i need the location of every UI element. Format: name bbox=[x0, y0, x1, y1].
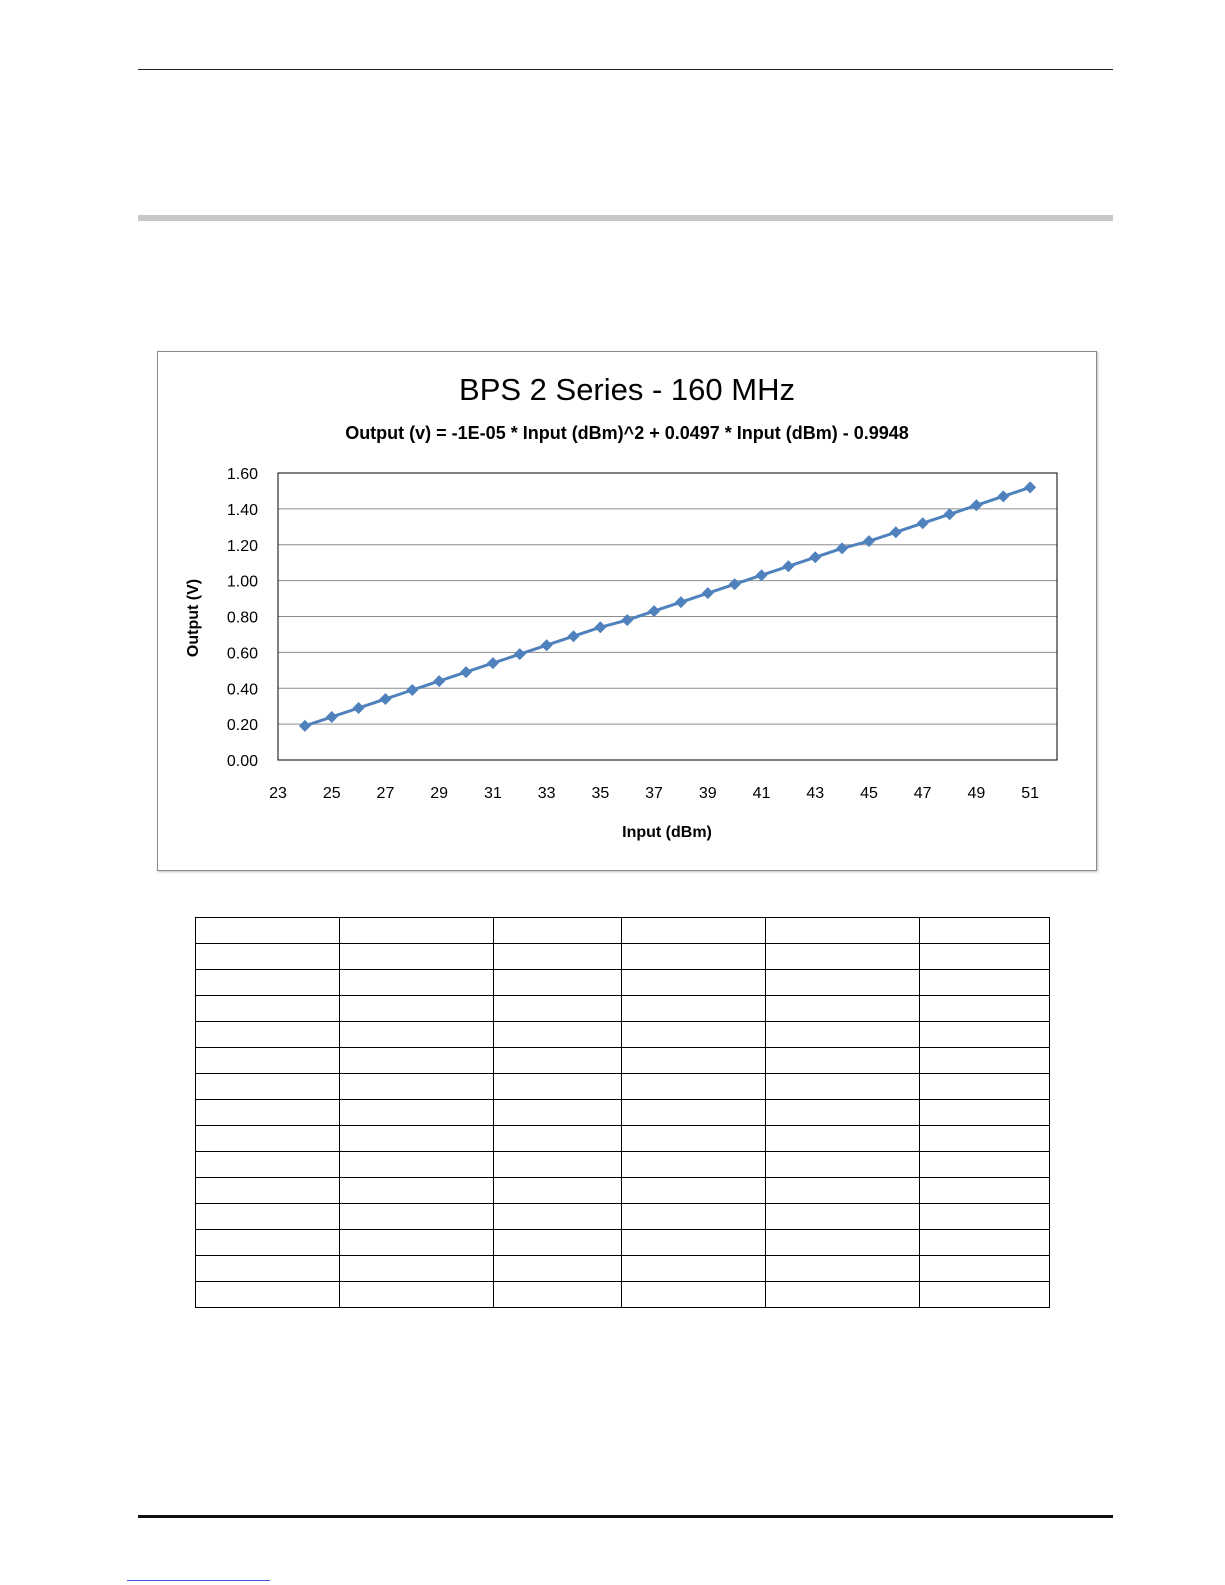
table-cell bbox=[920, 1282, 1050, 1308]
table-cell bbox=[494, 1178, 622, 1204]
table-cell bbox=[494, 1126, 622, 1152]
table-cell bbox=[340, 1230, 494, 1256]
table-cell bbox=[766, 1126, 920, 1152]
table-cell bbox=[494, 1230, 622, 1256]
table-row bbox=[196, 1074, 1050, 1100]
table-cell bbox=[622, 1282, 766, 1308]
x-tick-label: 45 bbox=[860, 785, 878, 802]
footer-link[interactable] bbox=[127, 1580, 270, 1581]
table-cell bbox=[196, 1230, 340, 1256]
table-cell bbox=[622, 1048, 766, 1074]
data-point bbox=[353, 702, 365, 714]
x-tick-label: 35 bbox=[591, 785, 610, 802]
table-cell bbox=[766, 918, 920, 944]
data-point bbox=[326, 711, 338, 723]
x-tick-label: 41 bbox=[752, 785, 771, 802]
table-cell bbox=[196, 944, 340, 970]
table-cell bbox=[766, 1178, 920, 1204]
x-tick-label: 25 bbox=[322, 785, 341, 802]
table-cell bbox=[766, 996, 920, 1022]
table-row bbox=[196, 1178, 1050, 1204]
table-cell bbox=[920, 1074, 1050, 1100]
data-point bbox=[782, 560, 794, 572]
table-cell bbox=[766, 1074, 920, 1100]
table-cell bbox=[196, 1282, 340, 1308]
table-cell bbox=[340, 996, 494, 1022]
table-cell bbox=[622, 1022, 766, 1048]
x-tick-label: 49 bbox=[967, 785, 986, 802]
table-cell bbox=[340, 1178, 494, 1204]
table-cell bbox=[340, 1126, 494, 1152]
chart bbox=[158, 352, 1096, 870]
table-cell bbox=[766, 1256, 920, 1282]
data-point bbox=[917, 517, 929, 529]
data-point bbox=[487, 657, 499, 669]
table-row bbox=[196, 996, 1050, 1022]
data-point bbox=[756, 569, 768, 581]
table-cell bbox=[340, 944, 494, 970]
table-row bbox=[196, 970, 1050, 996]
table-row bbox=[196, 918, 1050, 944]
x-tick-label: 39 bbox=[698, 785, 717, 802]
table-cell bbox=[766, 944, 920, 970]
table-cell bbox=[920, 944, 1050, 970]
chart-frame bbox=[157, 351, 1097, 871]
table-cell bbox=[196, 1074, 340, 1100]
table-cell bbox=[766, 1282, 920, 1308]
footer-rule bbox=[138, 1515, 1113, 1518]
table-cell bbox=[766, 1022, 920, 1048]
table-cell bbox=[622, 970, 766, 996]
y-tick-label: 0.60 bbox=[226, 645, 258, 663]
table-cell bbox=[340, 1282, 494, 1308]
y-tick-label: 1.60 bbox=[226, 466, 258, 483]
table-cell bbox=[766, 1100, 920, 1126]
table-cell bbox=[766, 1048, 920, 1074]
table-cell bbox=[196, 1100, 340, 1126]
x-tick-label: 33 bbox=[537, 785, 556, 802]
table-cell bbox=[622, 1074, 766, 1100]
data-point bbox=[514, 648, 526, 660]
data-point bbox=[621, 614, 633, 626]
table-cell bbox=[340, 1048, 494, 1074]
table-cell bbox=[196, 996, 340, 1022]
data-point bbox=[836, 542, 848, 554]
table-cell bbox=[766, 1230, 920, 1256]
table-cell bbox=[340, 1204, 494, 1230]
table-cell bbox=[622, 944, 766, 970]
x-axis-label: Input (dBm) bbox=[622, 824, 712, 841]
data-point bbox=[648, 605, 660, 617]
table-row bbox=[196, 944, 1050, 970]
table-cell bbox=[494, 918, 622, 944]
table-cell bbox=[494, 1074, 622, 1100]
table-cell bbox=[494, 1152, 622, 1178]
table-cell bbox=[196, 1178, 340, 1204]
header-rule bbox=[138, 69, 1113, 70]
table-cell bbox=[622, 1100, 766, 1126]
y-tick-label: 0.40 bbox=[226, 681, 258, 699]
data-point bbox=[460, 666, 472, 678]
table-cell bbox=[622, 1178, 766, 1204]
table-cell bbox=[494, 1100, 622, 1126]
table-row bbox=[196, 1152, 1050, 1178]
table-cell bbox=[622, 1152, 766, 1178]
table-cell bbox=[494, 1022, 622, 1048]
table-cell bbox=[196, 1256, 340, 1282]
x-tick-label: 29 bbox=[430, 785, 449, 802]
table-cell bbox=[920, 1178, 1050, 1204]
table-cell bbox=[196, 1152, 340, 1178]
table-cell bbox=[766, 1152, 920, 1178]
x-tick-label: 47 bbox=[913, 785, 932, 802]
table-cell bbox=[920, 1126, 1050, 1152]
table-row bbox=[196, 1126, 1050, 1152]
x-tick-label: 43 bbox=[806, 785, 825, 802]
table-cell bbox=[196, 1204, 340, 1230]
table-cell bbox=[196, 1048, 340, 1074]
data-point bbox=[702, 587, 714, 599]
table-cell bbox=[920, 1256, 1050, 1282]
table-row bbox=[196, 1204, 1050, 1230]
table-cell bbox=[196, 1126, 340, 1152]
table-cell bbox=[622, 918, 766, 944]
table-cell bbox=[920, 1152, 1050, 1178]
table-cell bbox=[494, 1204, 622, 1230]
chart-subtitle: Output (v) = -1E-05 * Input (dBm)^2 + 0.0497 * Input (dBm) - 0.9948 bbox=[345, 423, 909, 443]
table-cell bbox=[494, 944, 622, 970]
data-point bbox=[970, 499, 982, 511]
data-point bbox=[594, 621, 606, 633]
table-cell bbox=[622, 1256, 766, 1282]
table-cell bbox=[920, 1230, 1050, 1256]
data-point bbox=[567, 630, 579, 642]
x-tick-label: 31 bbox=[483, 785, 502, 802]
x-axis bbox=[269, 785, 1039, 802]
y-tick-label: 0.00 bbox=[226, 753, 258, 770]
table-cell bbox=[622, 1204, 766, 1230]
data-point bbox=[406, 684, 418, 696]
table-cell bbox=[766, 970, 920, 996]
chart-title: BPS 2 Series - 160 MHz bbox=[459, 372, 795, 407]
y-tick-label: 1.20 bbox=[226, 537, 258, 555]
table-row bbox=[196, 1256, 1050, 1282]
table-cell bbox=[196, 918, 340, 944]
y-tick-label: 0.80 bbox=[226, 609, 258, 627]
data-point bbox=[433, 675, 445, 687]
grid bbox=[278, 509, 1057, 724]
y-tick-label: 1.40 bbox=[226, 501, 258, 519]
table-cell bbox=[494, 1256, 622, 1282]
table-cell bbox=[494, 1282, 622, 1308]
x-tick-label: 51 bbox=[1021, 785, 1040, 802]
table-row bbox=[196, 1230, 1050, 1256]
data-point bbox=[541, 639, 553, 651]
table-cell bbox=[494, 996, 622, 1022]
table-cell bbox=[340, 1100, 494, 1126]
x-tick-label: 23 bbox=[269, 785, 287, 802]
x-tick-label: 27 bbox=[376, 785, 395, 802]
table-cell bbox=[920, 918, 1050, 944]
table-row bbox=[196, 1048, 1050, 1074]
data-point bbox=[379, 693, 391, 705]
table-cell bbox=[766, 1204, 920, 1230]
data-point bbox=[729, 578, 741, 590]
section-divider bbox=[138, 215, 1113, 221]
table-cell bbox=[622, 1230, 766, 1256]
data-point bbox=[890, 526, 902, 538]
table-cell bbox=[340, 1074, 494, 1100]
data-point bbox=[675, 596, 687, 608]
data-point bbox=[809, 551, 821, 563]
table-cell bbox=[196, 970, 340, 996]
table-cell bbox=[340, 1152, 494, 1178]
table-cell bbox=[494, 1048, 622, 1074]
table-cell bbox=[920, 1204, 1050, 1230]
data-point bbox=[1024, 481, 1036, 493]
table-row bbox=[196, 1022, 1050, 1048]
table-cell bbox=[920, 970, 1050, 996]
x-tick-label: 37 bbox=[645, 785, 663, 802]
table-cell bbox=[622, 996, 766, 1022]
table-cell bbox=[196, 1022, 340, 1048]
table-cell bbox=[340, 1256, 494, 1282]
data-point bbox=[997, 490, 1009, 502]
table-cell bbox=[340, 1022, 494, 1048]
table-cell bbox=[920, 1022, 1050, 1048]
y-axis bbox=[227, 466, 258, 770]
table-cell bbox=[920, 996, 1050, 1022]
data-point bbox=[944, 508, 956, 520]
y-tick-label: 1.00 bbox=[226, 573, 258, 591]
table-cell bbox=[340, 918, 494, 944]
data-table bbox=[195, 917, 1050, 1308]
table-cell bbox=[494, 970, 622, 996]
y-axis-label: Output (V) bbox=[185, 578, 202, 658]
table-row bbox=[196, 1100, 1050, 1126]
table-cell bbox=[920, 1100, 1050, 1126]
table-cell bbox=[340, 970, 494, 996]
y-tick-label: 0.20 bbox=[226, 717, 258, 735]
table-row bbox=[196, 1282, 1050, 1308]
table-cell bbox=[622, 1126, 766, 1152]
data-point bbox=[863, 535, 875, 547]
table-cell bbox=[920, 1048, 1050, 1074]
data-point bbox=[299, 720, 311, 732]
